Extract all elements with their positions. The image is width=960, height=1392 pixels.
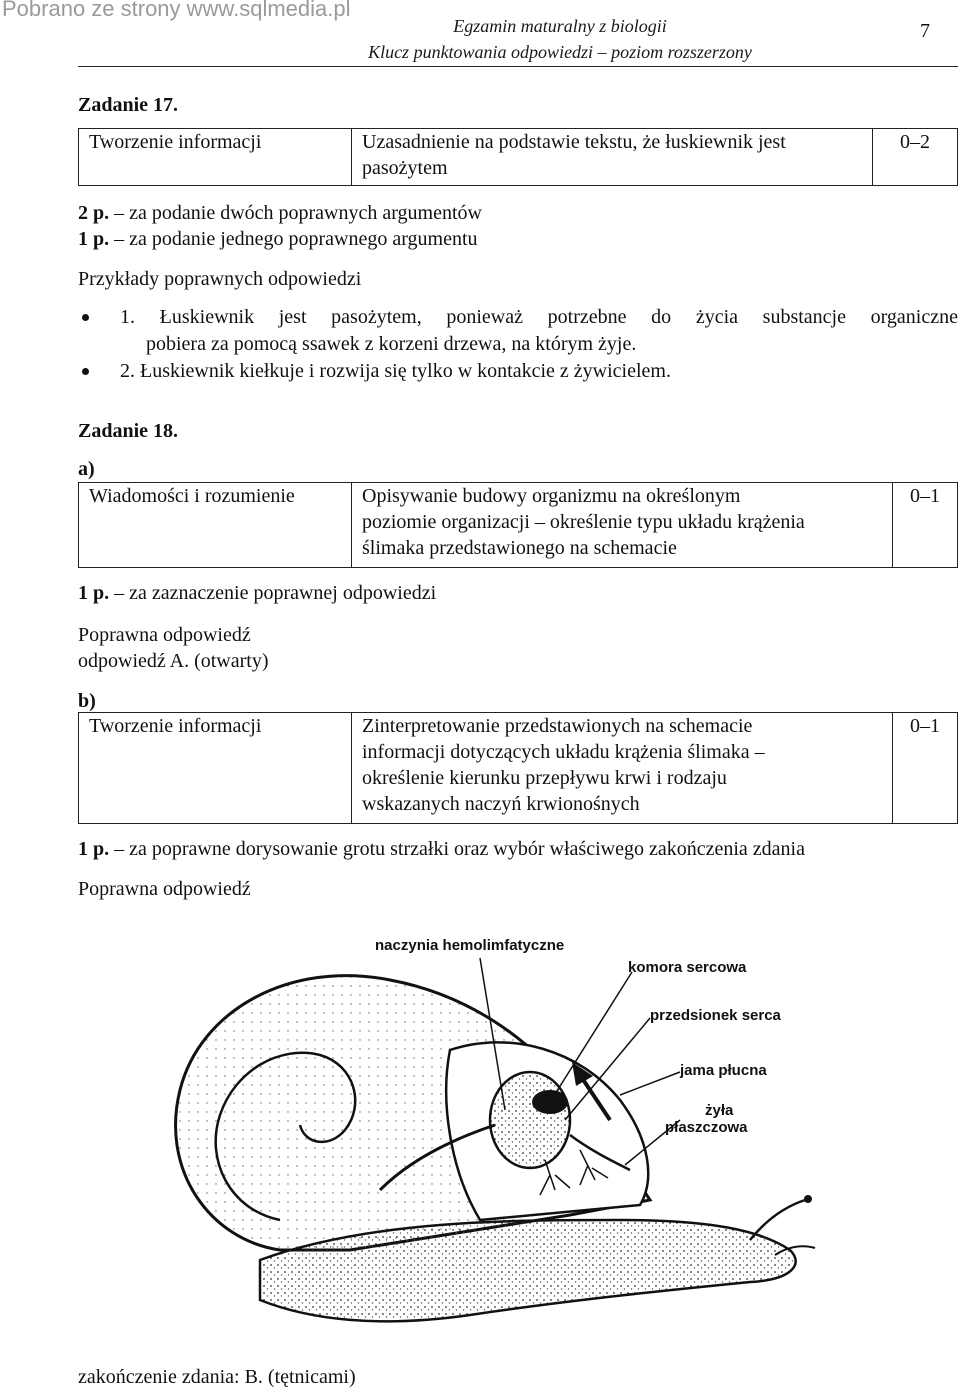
task18b-req-line2: informacji dotyczących układu krążenia ślimaka – xyxy=(362,741,765,763)
task17-requirement-cell xyxy=(352,129,873,186)
task18a-req-line2: poziomie organizacji – określenie typu układu krążenia xyxy=(362,511,805,533)
task18b-area: Tworzenie informacji xyxy=(89,715,262,737)
label-vein-line1: żyła xyxy=(705,1102,734,1119)
task17-examples-heading: Przykłady poprawnych odpowiedzi xyxy=(78,268,362,290)
task18b-points-cell xyxy=(893,713,958,824)
heart-pericardium xyxy=(490,1072,570,1168)
task17-score1-points: 1 p. xyxy=(78,228,110,250)
task17-points-cell xyxy=(873,129,958,186)
task18a-area-cell xyxy=(79,483,352,568)
task18b-req-line1: Zinterpretowanie przedstawionych na schemacie xyxy=(362,715,753,737)
snail-circulation-diagram xyxy=(150,920,830,1360)
task18-part-b-label: b) xyxy=(78,690,96,712)
watermark-text: Pobrano ze strony www.sqlmedia.pl xyxy=(2,0,351,21)
task18a-criteria-table xyxy=(78,482,958,568)
task17-score1-text: – za podanie jednego poprawnego argumentu xyxy=(109,228,478,250)
task17-score2-points: 2 p. xyxy=(78,202,110,224)
task18b-score-text: – za poprawne dorysowanie grotu strzałki oraz wybór właściwego zakończenia zdania xyxy=(109,838,805,860)
task17-score2 xyxy=(78,200,482,226)
label-ventricle: komora sercowa xyxy=(628,959,747,976)
task17-example2: 2. Łuskiewnik kiełkuje i rozwija się tylko w kontakcie z żywicielem. xyxy=(120,360,671,382)
task18a-points-cell xyxy=(893,483,958,568)
task17-criteria-table xyxy=(78,128,958,186)
task18a-answer-heading: Poprawna odpowiedź xyxy=(78,624,251,646)
label-hemolymph-vessels: naczynia hemolimfatyczne xyxy=(375,937,565,954)
task17-req-line2: pasożytem xyxy=(362,157,448,179)
task17-score1 xyxy=(78,226,478,252)
task18a-score-text: – za zaznaczenie poprawnej odpowiedzi xyxy=(109,582,437,604)
task18b-criteria-table xyxy=(78,712,958,824)
table-row xyxy=(79,129,958,186)
bullet-icon xyxy=(82,314,89,321)
task17-req-line1: Uzasadnienie na podstawie tekstu, że łuskiewnik jest xyxy=(362,131,786,153)
table-row xyxy=(79,713,958,824)
task18b-requirement-cell xyxy=(352,713,893,824)
label-lung-cavity: jama płucna xyxy=(680,1062,767,1079)
header-rule xyxy=(78,66,958,67)
header-subtitle: Klucz punktowania odpowiedzi – poziom rozszerzony xyxy=(368,42,752,62)
task17-score2-text: – za podanie dwóch poprawnych argumentów xyxy=(109,202,482,224)
task18a-answer: odpowiedź A. (otwarty) xyxy=(78,650,269,672)
bullet-icon xyxy=(82,368,89,375)
task18a-points: 0–1 xyxy=(910,485,940,507)
task18b-answer-heading: Poprawna odpowiedź xyxy=(78,878,251,900)
task18b-area-cell xyxy=(79,713,352,824)
label-vein-line2: płaszczowa xyxy=(665,1119,748,1136)
task18-part-a-label: a) xyxy=(78,458,95,480)
task18a-score xyxy=(78,580,436,606)
task18b-req-line4: wskazanych naczyń krwionośnych xyxy=(362,793,640,815)
task17-area: Tworzenie informacji xyxy=(89,131,262,153)
task18-title: Zadanie 18. xyxy=(78,420,179,442)
task17-example1-line2: pobiera za pomocą ssawek z korzeni drzewa, na którym żyje. xyxy=(146,333,637,355)
task18a-score-points: 1 p. xyxy=(78,582,110,604)
task18b-score xyxy=(78,836,805,862)
label-atrium: przedsionek serca xyxy=(650,1007,781,1024)
header-title: Egzamin maturalny z biologii xyxy=(453,16,667,36)
task18a-area: Wiadomości i rozumienie xyxy=(89,485,295,507)
task18a-req-line3: ślimaka przedstawionego na schemacie xyxy=(362,537,677,559)
tentacle-eye xyxy=(804,1195,812,1203)
task17-example1-line1: 1. Łuskiewnik jest pasożytem, ponieważ potrzebne do życia substancje organiczne xyxy=(120,306,958,328)
pointer-line-lung xyxy=(620,1072,680,1095)
task17-points: 0–2 xyxy=(900,131,930,153)
task18a-req-line1: Opisywanie budowy organizmu na określonym xyxy=(362,485,741,507)
task17-title: Zadanie 17. xyxy=(78,94,179,116)
table-row xyxy=(79,483,958,568)
task18b-ending: zakończenie zdania: B. (tętnicami) xyxy=(78,1366,356,1388)
task18a-requirement-cell xyxy=(352,483,893,568)
page-number: 7 xyxy=(920,20,930,42)
task18b-score-points: 1 p. xyxy=(78,838,110,860)
task17-area-cell xyxy=(79,129,352,186)
task18b-req-line3: określenie kierunku przepływu krwi i rodzaju xyxy=(362,767,727,789)
task18b-points: 0–1 xyxy=(910,715,940,737)
